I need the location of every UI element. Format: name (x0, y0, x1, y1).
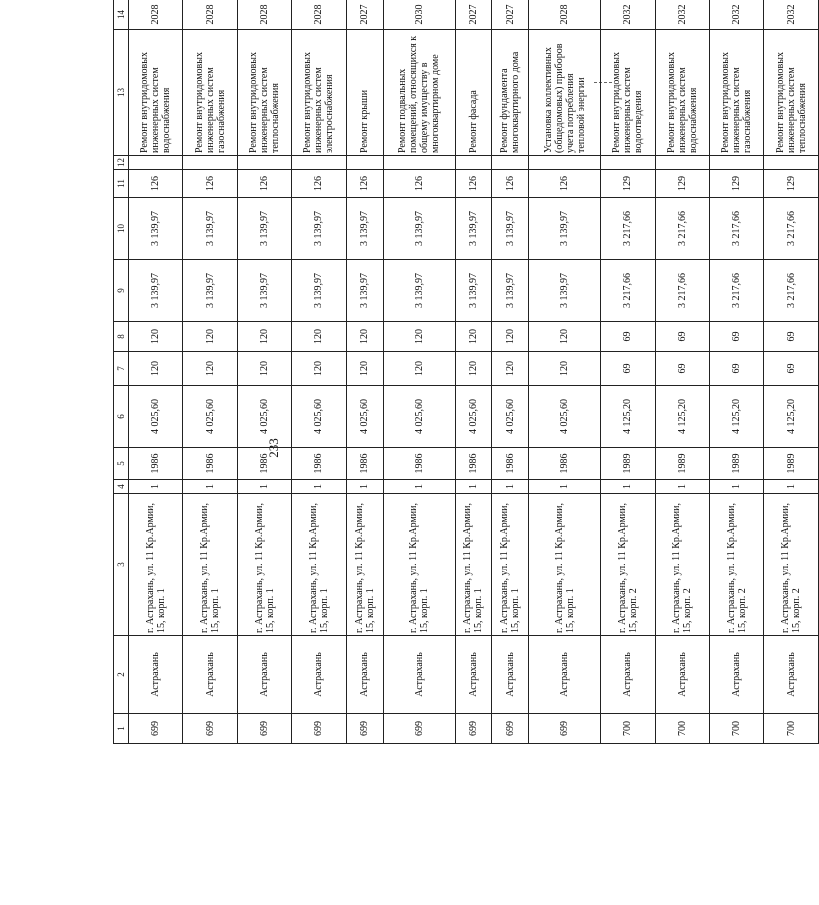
cell-col-4: 1 (129, 480, 183, 494)
column-header-12: 12 (114, 156, 129, 170)
cell-col-1: 699 (346, 714, 383, 744)
column-header-6: 6 (114, 386, 129, 448)
cell-col-5: 1986 (492, 448, 529, 480)
cell-col-12 (529, 156, 601, 170)
page-number: 233 (266, 438, 281, 458)
cell-col-4: 1 (183, 480, 237, 494)
cell-col-13: Ремонт внутридомовых инженерных систем теплоснабжения (764, 30, 819, 156)
cell-col-7: 69 (764, 352, 819, 386)
cell-col-8: 120 (292, 322, 346, 352)
column-header-11: 11 (114, 170, 129, 198)
cell-col-9: 3 217,66 (601, 260, 655, 322)
cell-col-2: Астрахань (455, 636, 492, 714)
cell-col-12 (710, 156, 764, 170)
cell-col-2: Астрахань (601, 636, 655, 714)
cell-col-10: 3 217,66 (655, 198, 709, 260)
cell-col-12 (764, 156, 819, 170)
cell-col-5: 1986 (183, 448, 237, 480)
cell-col-6: 4 025,60 (237, 386, 291, 448)
cell-col-14: 2032 (710, 0, 764, 30)
cell-col-5: 1986 (237, 448, 291, 480)
cell-col-10: 3 139,97 (346, 198, 383, 260)
cell-col-2: Астрахань (292, 636, 346, 714)
cell-col-3: г. Астрахань, ул. 11 Кр.Армии, 15, корп. 1 (455, 494, 492, 636)
cell-col-2: Астрахань (346, 636, 383, 714)
cell-col-3: г. Астрахань, ул. 11 Кр.Армии, 15, корп. 1 (383, 494, 455, 636)
cell-col-9: 3 139,97 (346, 260, 383, 322)
cell-col-1: 699 (237, 714, 291, 744)
cell-col-12 (655, 156, 709, 170)
cell-col-13: Ремонт внутридомовых инженерных систем водоотведения (601, 30, 655, 156)
cell-col-1: 699 (455, 714, 492, 744)
cell-col-2: Астрахань (129, 636, 183, 714)
cell-col-9: 3 139,97 (129, 260, 183, 322)
cell-col-11: 129 (710, 170, 764, 198)
cell-col-13: Ремонт внутридомовых инженерных систем газоснабжения (710, 30, 764, 156)
cell-col-1: 699 (492, 714, 529, 744)
cell-col-6: 4 125,20 (601, 386, 655, 448)
cell-col-6: 4 025,60 (346, 386, 383, 448)
cell-col-10: 3 139,97 (383, 198, 455, 260)
table-row (710, 0, 764, 744)
cell-col-7: 120 (129, 352, 183, 386)
column-header-14: 14 (114, 0, 129, 30)
cell-col-6: 4 025,60 (183, 386, 237, 448)
cell-col-8: 69 (655, 322, 709, 352)
cell-col-2: Астрахань (492, 636, 529, 714)
cell-col-4: 1 (710, 480, 764, 494)
cell-col-12 (383, 156, 455, 170)
cell-col-9: 3 139,97 (529, 260, 601, 322)
cell-col-5: 1986 (346, 448, 383, 480)
cell-col-14: 2028 (237, 0, 291, 30)
cell-col-4: 1 (492, 480, 529, 494)
cell-col-5: 1986 (129, 448, 183, 480)
cell-col-3: г. Астрахань, ул. 11 Кр.Армии, 15, корп. 1 (183, 494, 237, 636)
table-row (346, 0, 383, 744)
column-header-8: 8 (114, 322, 129, 352)
column-header-7: 7 (114, 352, 129, 386)
cell-col-8: 120 (346, 322, 383, 352)
cell-col-13: Ремонт внутридомовых инженерных систем водоснабжения (655, 30, 709, 156)
cell-col-7: 69 (655, 352, 709, 386)
cell-col-1: 700 (710, 714, 764, 744)
cell-col-6: 4 025,60 (383, 386, 455, 448)
cell-col-12 (292, 156, 346, 170)
cell-col-13: Установка коллективных (общедомовых) приборов учета потребления тепловой энергии (529, 30, 601, 156)
cell-col-10: 3 139,97 (492, 198, 529, 260)
cell-col-11: 129 (764, 170, 819, 198)
table-row (183, 0, 237, 744)
cell-col-7: 120 (529, 352, 601, 386)
cell-col-7: 120 (383, 352, 455, 386)
rotated-table-container (113, 0, 819, 744)
cell-col-11: 129 (655, 170, 709, 198)
column-header-13: 13 (114, 30, 129, 156)
cell-col-9: 3 139,97 (292, 260, 346, 322)
cell-col-6: 4 125,20 (764, 386, 819, 448)
cell-col-10: 3 217,66 (601, 198, 655, 260)
cell-col-7: 69 (601, 352, 655, 386)
cell-col-1: 700 (601, 714, 655, 744)
cell-col-8: 120 (383, 322, 455, 352)
cell-col-8: 120 (455, 322, 492, 352)
cell-col-5: 1986 (529, 448, 601, 480)
cell-col-3: г. Астрахань, ул. 11 Кр.Армии, 15, корп. 1 (129, 494, 183, 636)
cell-col-12 (601, 156, 655, 170)
cell-col-3: г. Астрахань, ул. 11 Кр.Армии, 15, корп. 2 (710, 494, 764, 636)
cell-col-6: 4 025,60 (529, 386, 601, 448)
cell-col-3: г. Астрахань, ул. 11 Кр.Армии, 15, корп. 1 (529, 494, 601, 636)
cell-col-1: 699 (383, 714, 455, 744)
cell-col-9: 3 217,66 (764, 260, 819, 322)
cell-col-14: 2028 (292, 0, 346, 30)
cell-col-4: 1 (292, 480, 346, 494)
cell-col-11: 126 (455, 170, 492, 198)
cell-col-13: Ремонт подвальных помещений, относящихся к общему имуществу в многоквартирном доме (383, 30, 455, 156)
cell-col-9: 3 139,97 (383, 260, 455, 322)
cell-col-6: 4 125,20 (710, 386, 764, 448)
column-header-5: 5 (114, 448, 129, 480)
column-header-9: 9 (114, 260, 129, 322)
table-row (601, 0, 655, 744)
cell-col-13: Ремонт крыши (346, 30, 383, 156)
cell-col-4: 1 (455, 480, 492, 494)
table-row (492, 0, 529, 744)
cell-col-3: г. Астрахань, ул. 11 Кр.Армии, 15, корп. 2 (655, 494, 709, 636)
table-row (383, 0, 455, 744)
cell-col-5: 1989 (655, 448, 709, 480)
cell-col-3: г. Астрахань, ул. 11 Кр.Армии, 15, корп. 2 (601, 494, 655, 636)
cell-col-13: Ремонт внутридомовых инженерных систем теплоснабжения (237, 30, 291, 156)
cell-col-8: 69 (764, 322, 819, 352)
cell-col-10: 3 139,97 (455, 198, 492, 260)
column-header-1: 1 (114, 714, 129, 744)
cell-col-7: 120 (492, 352, 529, 386)
cell-col-5: 1989 (764, 448, 819, 480)
cell-col-8: 120 (529, 322, 601, 352)
cell-col-7: 120 (292, 352, 346, 386)
cell-col-9: 3 217,66 (710, 260, 764, 322)
cell-col-6: 4 125,20 (655, 386, 709, 448)
cell-col-4: 1 (601, 480, 655, 494)
cell-col-12 (455, 156, 492, 170)
cell-col-13: Ремонт внутридомовых инженерных систем электроснабжения (292, 30, 346, 156)
cell-col-2: Астрахань (237, 636, 291, 714)
table-row (455, 0, 492, 744)
cell-col-1: 700 (655, 714, 709, 744)
cell-col-7: 120 (237, 352, 291, 386)
cell-col-10: 3 217,66 (764, 198, 819, 260)
cell-col-4: 1 (383, 480, 455, 494)
cell-col-11: 126 (237, 170, 291, 198)
cell-col-8: 120 (129, 322, 183, 352)
cell-col-2: Астрахань (764, 636, 819, 714)
cell-col-3: г. Астрахань, ул. 11 Кр.Армии, 15, корп. 1 (346, 494, 383, 636)
cell-col-11: 126 (346, 170, 383, 198)
cell-col-13: Ремонт фасада (455, 30, 492, 156)
cell-col-6: 4 025,60 (455, 386, 492, 448)
cell-col-1: 700 (764, 714, 819, 744)
cell-col-13: Ремонт фундамента многоквартирного дома (492, 30, 529, 156)
column-header-4: 4 (114, 480, 129, 494)
cell-col-14: 2027 (346, 0, 383, 30)
cell-col-8: 120 (237, 322, 291, 352)
cell-col-1: 699 (129, 714, 183, 744)
cell-col-8: 69 (710, 322, 764, 352)
cell-col-10: 3 139,97 (292, 198, 346, 260)
cell-col-14: 2032 (764, 0, 819, 30)
cell-col-14: 2028 (529, 0, 601, 30)
cell-col-1: 699 (529, 714, 601, 744)
cell-col-3: г. Астрахань, ул. 11 Кр.Армии, 15, корп. 1 (492, 494, 529, 636)
cell-col-8: 69 (601, 322, 655, 352)
table-row (237, 0, 291, 744)
cell-col-11: 126 (292, 170, 346, 198)
cell-col-3: г. Астрахань, ул. 11 Кр.Армии, 15, корп. 1 (237, 494, 291, 636)
cell-col-12 (237, 156, 291, 170)
cell-col-10: 3 139,97 (129, 198, 183, 260)
column-header-2: 2 (114, 636, 129, 714)
cell-col-12 (183, 156, 237, 170)
cell-col-2: Астрахань (655, 636, 709, 714)
cell-col-11: 126 (529, 170, 601, 198)
cell-col-2: Астрахань (383, 636, 455, 714)
cell-col-3: г. Астрахань, ул. 11 Кр.Армии, 15, корп. 2 (764, 494, 819, 636)
table-row (764, 0, 819, 744)
cell-col-1: 699 (292, 714, 346, 744)
cell-col-4: 1 (529, 480, 601, 494)
cell-col-2: Астрахань (529, 636, 601, 714)
cell-col-5: 1989 (601, 448, 655, 480)
cell-col-11: 129 (601, 170, 655, 198)
cell-col-12 (346, 156, 383, 170)
cell-col-4: 1 (655, 480, 709, 494)
cell-col-4: 1 (346, 480, 383, 494)
repair-schedule-table (113, 0, 819, 744)
cell-col-9: 3 139,97 (183, 260, 237, 322)
cell-col-3: г. Астрахань, ул. 11 Кр.Армии, 15, корп. 1 (292, 494, 346, 636)
cell-col-6: 4 025,60 (492, 386, 529, 448)
cell-col-5: 1986 (292, 448, 346, 480)
cell-col-12 (129, 156, 183, 170)
cell-col-5: 1986 (383, 448, 455, 480)
table-row (529, 0, 601, 744)
cell-col-9: 3 139,97 (455, 260, 492, 322)
cell-col-1: 699 (183, 714, 237, 744)
column-header-3: 3 (114, 494, 129, 636)
cell-col-14: 2028 (183, 0, 237, 30)
cell-col-14: 2032 (655, 0, 709, 30)
cell-col-10: 3 139,97 (529, 198, 601, 260)
table-header-row (114, 0, 129, 744)
cell-col-10: 3 139,97 (183, 198, 237, 260)
cell-col-5: 1989 (710, 448, 764, 480)
cell-col-13: Ремонт внутридомовых инженерных систем водоснабжения (129, 30, 183, 156)
cell-col-4: 1 (764, 480, 819, 494)
cell-col-7: 69 (710, 352, 764, 386)
column-header-10: 10 (114, 198, 129, 260)
cell-col-9: 3 139,97 (237, 260, 291, 322)
cell-col-11: 126 (129, 170, 183, 198)
cell-col-14: 2030 (383, 0, 455, 30)
cell-col-12 (492, 156, 529, 170)
cell-col-10: 3 139,97 (237, 198, 291, 260)
cell-col-8: 120 (183, 322, 237, 352)
cell-col-6: 4 025,60 (129, 386, 183, 448)
cell-col-9: 3 139,97 (492, 260, 529, 322)
cell-col-7: 120 (183, 352, 237, 386)
cell-col-14: 2032 (601, 0, 655, 30)
cell-col-11: 126 (183, 170, 237, 198)
cell-col-6: 4 025,60 (292, 386, 346, 448)
cell-col-13: Ремонт внутридомовых инженерных систем газоснабжения (183, 30, 237, 156)
cell-col-9: 3 217,66 (655, 260, 709, 322)
table-body (129, 0, 819, 744)
table-row (129, 0, 183, 744)
cell-col-14: 2027 (492, 0, 529, 30)
cell-col-4: 1 (237, 480, 291, 494)
cell-col-7: 120 (346, 352, 383, 386)
table-row (292, 0, 346, 744)
cell-col-2: Астрахань (710, 636, 764, 714)
table-row (655, 0, 709, 744)
cell-col-8: 120 (492, 322, 529, 352)
cell-col-14: 2027 (455, 0, 492, 30)
cell-col-11: 126 (383, 170, 455, 198)
cell-col-5: 1986 (455, 448, 492, 480)
cell-col-2: Астрахань (183, 636, 237, 714)
cell-col-10: 3 217,66 (710, 198, 764, 260)
cell-col-14: 2028 (129, 0, 183, 30)
cell-col-7: 120 (455, 352, 492, 386)
cell-col-11: 126 (492, 170, 529, 198)
